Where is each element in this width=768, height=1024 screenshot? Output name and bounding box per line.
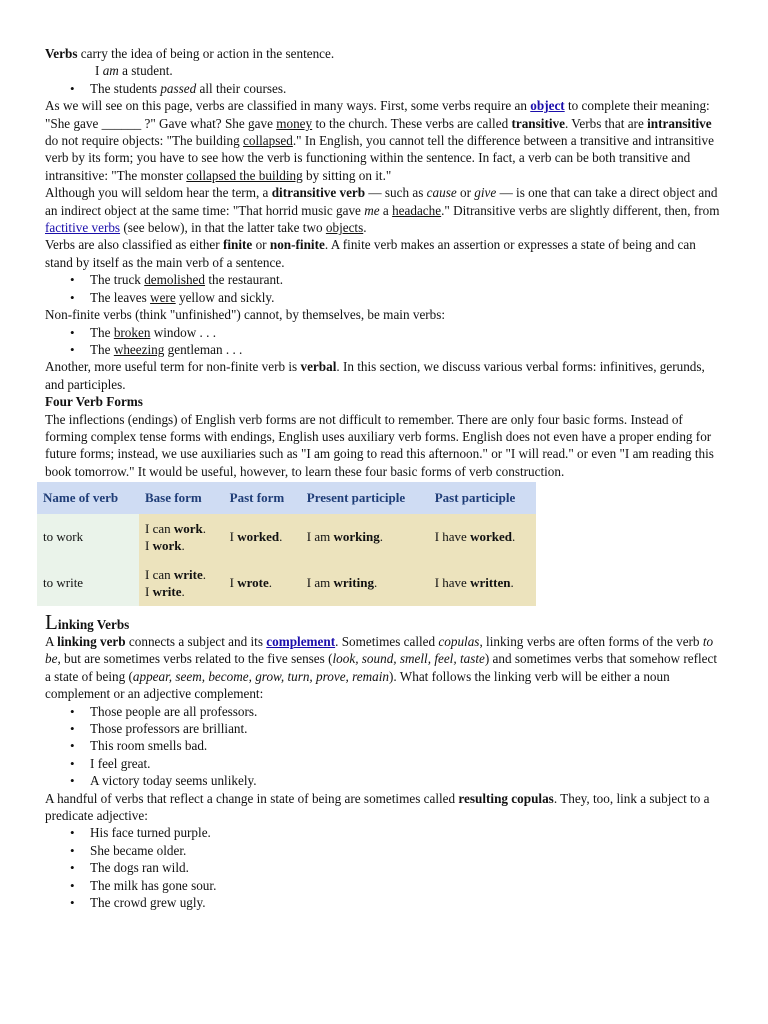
- linking-verb-paragraph: A linking verb connects a subject and its complement. Sometimes called copulas, linking verbs are often forms of the verb to be, but are sometimes verbs related to the five senses (look, sound, smell, feel, taste) and sometimes verbs that somehow reflect a state of being (appear, seem, become, grow, turn, prove, remain). What follows the linking verb will be either a noun complement or an adjective complement:: [45, 633, 718, 702]
- list-item: • This room smells bad.: [90, 737, 725, 754]
- list-item: • I feel great.: [90, 755, 725, 772]
- table-cell: to work: [37, 514, 139, 560]
- list-item: • The leaves were yellow and sickly.: [90, 289, 725, 306]
- list-item: • She became older.: [90, 842, 725, 859]
- list-item: • Those people are all professors.: [90, 703, 725, 720]
- list-item: • The crowd grew ugly.: [90, 894, 725, 911]
- finite-paragraph: Verbs are also classified as either finite or non-finite. A finite verb makes an assertion or expresses a state of being and can stand by itself as the main verb of a sentence.: [45, 237, 696, 270]
- complement-link[interactable]: complement: [266, 633, 336, 649]
- ditransitive-paragraph: Although you will seldom hear the term, a ditransitive verb — such as cause or give — is one that can take a direct object and an indirect object at the same time: "That horrid music gave me a headache." Ditransitive verbs are slightly different, then, from factitive verbs (see below), in that the latter take two objects.: [45, 185, 720, 236]
- verb-forms-table: [37, 482, 536, 605]
- verbal-paragraph: Another, more useful term for non-finite verb is verbal. In this section, we discuss various verbal forms: infinitives, gerunds, and participles.: [45, 359, 705, 392]
- column-header: Past form: [224, 482, 301, 513]
- column-header: Present participle: [301, 482, 429, 513]
- transitive-paragraph: As we will see on this page, verbs are classified in many ways. First, some verbs require an object to complete their meaning: "She gave ______ ?" Gave what? She gave money to the church. These verbs are called transitive. Verbs that are intransitive do not require objects: "The building collapsed." In English, you cannot tell the difference between a transitive and intransitive verb by its form; you have to see how the verb is functioning within the sentence. In fact, a verb can be both transitive and intransitive: "The monster collapsed the building by sitting on it.": [45, 98, 714, 183]
- table-cell: I have written.: [429, 560, 536, 606]
- copulas-examples-list: [45, 824, 725, 911]
- inflections-paragraph: The inflections (endings) of English verb forms are not difficult to remember. There are only four basic forms. Instead of forming complex tense forms with endings, English uses auxiliary verb forms. English does not even have a proper ending for future forms; instead, we use auxiliaries such as "I am going to read this afternoon." or "I will read." or even "I am reading this book tomorrow." It would be useful, however, to learn these four basic forms of verb construction.: [45, 411, 714, 479]
- table-cell: I am writing.: [301, 560, 429, 606]
- linking-verbs-heading: Linking Verbs: [45, 609, 130, 634]
- example-list: [45, 80, 725, 97]
- table-cell: I can write. I write.: [139, 560, 224, 606]
- resulting-copulas-paragraph: A handful of verbs that reflect a change in state of being are sometimes called resulting copulas. They, too, link a subject to a predicate adjective:: [45, 790, 710, 824]
- list-item: • The milk has gone sour.: [90, 877, 725, 894]
- non-finite-examples-list: [45, 324, 725, 359]
- factitive-verbs-link[interactable]: factitive verbs: [45, 220, 121, 236]
- linking-examples-list: [45, 703, 725, 790]
- four-verb-forms-heading: Four Verb Forms: [45, 394, 143, 410]
- column-header: Base form: [139, 482, 224, 513]
- list-item: • A victory today seems unlikely.: [90, 772, 725, 789]
- drop-cap: L: [45, 609, 58, 634]
- intro-paragraph: Verbs carry the idea of being or action in the sentence.: [45, 46, 335, 61]
- table-row: [37, 514, 536, 560]
- list-item: • The students passed all their courses.: [90, 80, 725, 97]
- table-header-row: [37, 482, 536, 513]
- table-cell: I have worked.: [429, 514, 536, 560]
- list-item: • The broken window . . .: [90, 324, 725, 341]
- table-cell: I wrote.: [224, 560, 301, 606]
- table-cell: I worked.: [224, 514, 301, 560]
- table-cell: I am working.: [301, 514, 429, 560]
- list-item: • His face turned purple.: [90, 824, 725, 841]
- list-item: • The truck demolished the restaurant.: [90, 271, 725, 288]
- list-item: • The wheezing gentleman . . .: [90, 341, 725, 358]
- list-item: • The dogs ran wild.: [90, 859, 725, 876]
- column-header: Past participle: [429, 482, 536, 513]
- column-header: Name of verb: [37, 482, 139, 513]
- example-sentence: I am a student.: [95, 63, 173, 79]
- table-cell: I can work. I work.: [139, 514, 224, 560]
- table-row: [37, 560, 536, 606]
- finite-examples-list: [45, 271, 725, 306]
- non-finite-paragraph: Non-finite verbs (think "unfinished") cannot, by themselves, be main verbs:: [45, 307, 446, 323]
- document-body: [45, 45, 725, 911]
- list-item: • Those professors are brilliant.: [90, 720, 725, 737]
- object-link[interactable]: object: [530, 98, 565, 114]
- table-cell: to write: [37, 560, 139, 606]
